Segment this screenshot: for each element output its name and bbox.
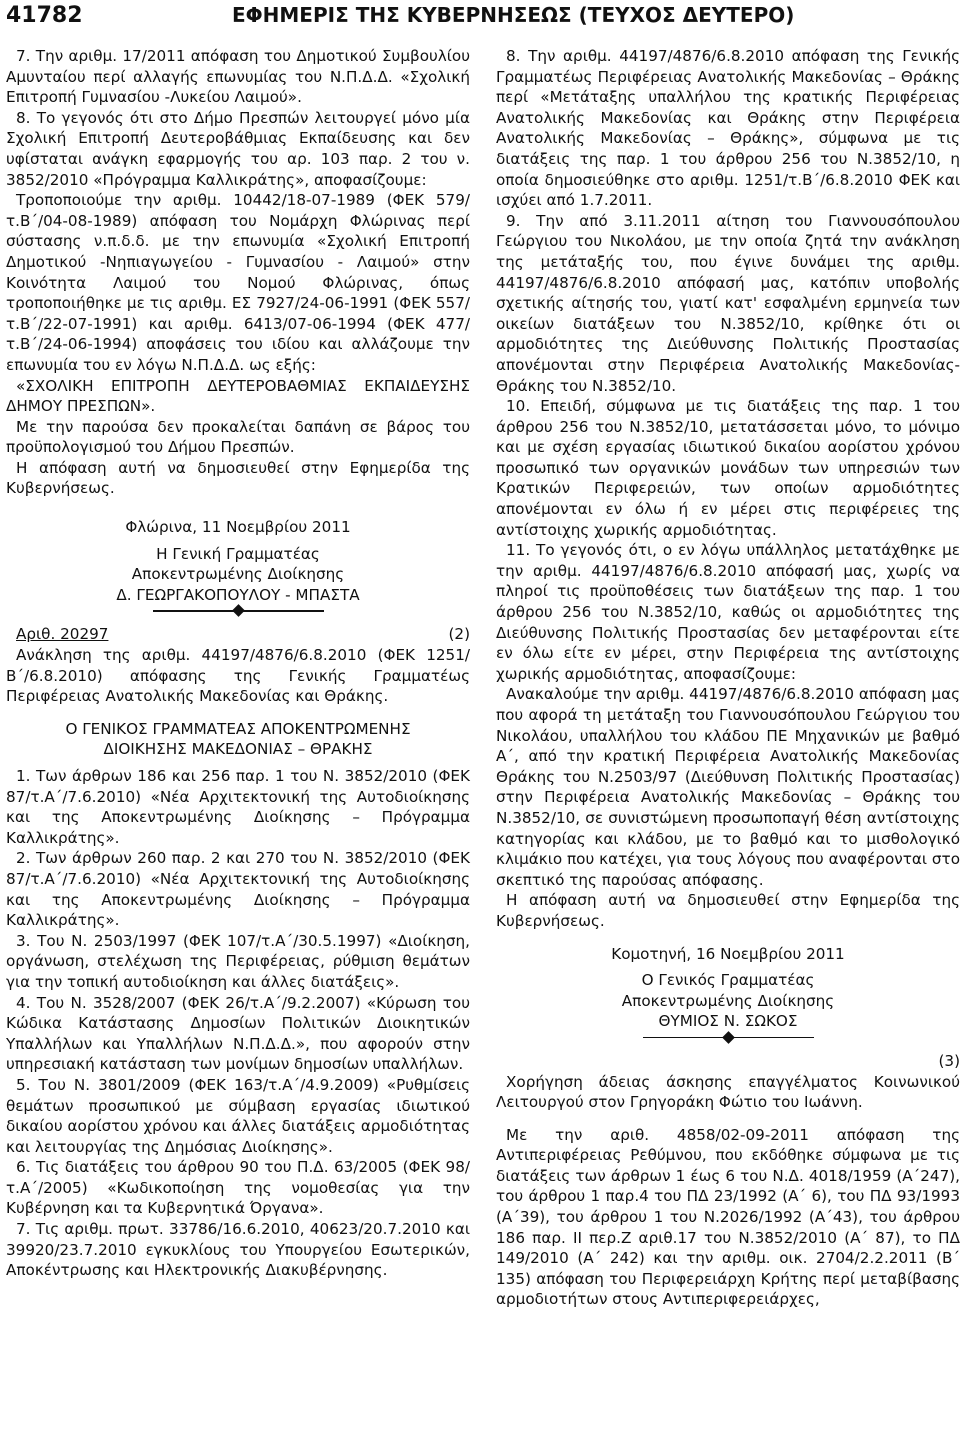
legal-basis-item: 7. Τις αριθμ. πρωτ. 33786/16.6.2010, 40623/20.7.2010 και 39920/23.7.2010 εγκυκλίους του Υπουργείου Εσωτερικών, Αποκέντρωσης και Ηλεκτρονικής Διακυβέρνησης.: [6, 1220, 470, 1280]
decision-subject: Ανάκληση της αριθμ. 44197/4876/6.8.2010 (ΦΕΚ 1251/Β΄/6.8.2010) απόφασης της Γενικής Γραμματέως Περιφέρειας Ανατολικής Μακεδονίας και Θράκης.: [6, 646, 470, 706]
signatory-title-2: Αποκεντρωμένης Διοίκησης: [621, 991, 835, 1010]
decision-body: Τροποποιούμε την αριθμ. 10442/18-07-1989 (ΦΕΚ 579/τ.Β΄/04-08-1989) απόφαση του Νομάρχη Φλώρινας περί σύστασης ν.π.δ.δ. με την επωνυμία «Σχολική Επιτροπή Δημοτικού -Νηπιαγωγείου - Γυμνασίου - Λαιμού» στην Κοινότητα Λαιμού του Νομού Φλώρινας, όπως τροποποιήθηκε με τις αριθμ. ΕΣ 7927/24-06-1991 (ΦΕΚ 557/τ.Β΄/22-07-1991) και αριθμ. 6413/07-06-1994 (ΦΕΚ 477/τ.Β΄/24-06-1994) αποφάσεις του ιδίου και αλλάζουμε την επωνυμία του εν λόγω Ν.Π.Δ.Δ. ως εξής:: [6, 191, 470, 374]
authority-heading-2: ΔΙΟΙΚΗΣΗΣ ΜΑΚΕΔΟΝΙΑΣ – ΘΡΑΚΗΣ: [103, 740, 373, 759]
page-header: [0, 0, 960, 34]
new-entity-name: «ΣΧΟΛΙΚΗ ΕΠΙΤΡΟΠΗ ΔΕΥΤΕΡΟΒΑΘΜΙΑΣ ΕΚΠΑΙΔΕΥΣΗΣ ΔΗΜΟΥ ΠΡΕΣΠΩΝ».: [6, 376, 470, 416]
decision-body: Ανακαλούμε την αριθμ. 44197/4876/6.8.2010 απόφαση μας που αφορά τη μετάταξη του Γιαννουσόπουλου Γεώργιου του Νικολάου, υπαλλήλου του κλάδου ΠΕ Μηχανικών με βαθμό Α΄, από την κρατική Περιφέρεια Ανατολικής Μακεδονίας Θράκης του Ν.2503/97 (Διεύθυνση Πολιτικής Προστασίας) στην Περιφέρεια Ανατολικής Μακεδονίας – Θράκης του Ν.3852/10, σε συνιστώμενη προσωποπαγή θέση αντίστοιχης κατηγορίας και κλάδου, με το βαθμό και το μισθολογικό κλιμάκιο που κατέχει, για τους λόγους που αναφέρονται στο σκεπτικό της παρούσας απόφασης.: [496, 685, 960, 889]
publish-statement: Η απόφαση αυτή να δημοσιευθεί στην Εφημερίδα της Κυβερνήσεως.: [6, 458, 470, 498]
decision-index: (3): [938, 1051, 960, 1070]
place-date: Φλώρινα, 11 Νοεμβρίου 2011: [125, 518, 351, 537]
legal-basis-item: 11. Το γεγονός ότι, ο εν λόγω υπάλληλος μετατάχθηκε με την αριθμ. 44197/4876/6.8.2010 απόφασή μας, χωρίς να πληροί τις προϋποθέσεις των διατάξεων της παρ. 1 του άρθρου 256 του Ν.3852/10, καθώς οι αρμοδιότητες της Διεύθυνσης Πολιτικής Προστασίας δεν μεταφέρονται είτε εν όλω είτε εν μέρει, στην Περιφέρεια της αντίστοιχης χωρικής αρμοδιότητας, αποφασίζουμε:: [496, 541, 960, 683]
legal-basis-item: 10. Επειδή, σύμφωνα με τις διατάξεις της παρ. 1 του άρθρου 256 του Ν.3852/10, μετατάσσεται μόνο, το μόνιμο και με σχέση εργασίας ιδιωτικού δικαίου αορίστου χρόνου προσωπικό των οργανικών μονάδων των υπηρεσιών των Κρατικών Περιφερειών, των οποίων αρμοδιότητες απονέμονται εν όλω ή εν μέρει στις περιφέρειες της αντίστοιχης χωρικής αρμοδιότητας.: [496, 397, 960, 539]
legal-basis-item: 3. Του Ν. 2503/1997 (ΦΕΚ 107/τ.Α΄/30.5.1997) «Διοίκηση, οργάνωση, στελέχωση της Περιφέρειας, ρύθμιση θεμάτων για την τοπική αυτοδιοίκηση και άλλες διατάξεις».: [6, 931, 470, 991]
section-divider: [6, 606, 470, 615]
decision-body: Με την αριθ. 4858/02-09-2011 απόφαση της Αντιπεριφέρειας Ρεθύμνου, που εκδόθηκε σύμφωνα με τις διατάξεις των άρθρων 1 έως 6 του Ν.Δ. 4018/1959 (Α΄247), του άρθρου 1 παρ.4 του ΠΔ 23/1992 (Α΄ 6), του ΠΔ 93/1993 (Α΄39), του άρθρου 1 του Ν.2026/1992 (Α΄43), του άρθρου 186 παρ. ΙΙ περ.Ζ αριθ.17 του Ν.3852/2010 (Α΄ 87), το ΠΔ 149/2010 (Α΄ 242) και την αριθμ. οικ. 2704/2.2.2011 (Β΄ 135) απόφαση του Περιφερειάρχη Κρήτης περί μεταβίβασης αρμοδιοτήτων στους Αντιπεριφερειάρχες,: [496, 1125, 960, 1309]
legal-basis-item: 8. Την αριθμ. 44197/4876/6.8.2010 απόφαση της Γενικής Γραμματέως Περιφέρειας Ανατολικής Μακεδονίας – Θράκης περί «Μετάταξης υπαλλήλου της κρατικής Περιφέρειας Ανατολικής Μακεδονίας και Θράκης στην Περιφέρεια Ανατολικής Μακεδονίας – Θράκης», σύμφωνα με τις διατάξεις της παρ. 1 του άρθρου 256 του Ν.3852/10, η οποία δημοσιεύθηκε στο αριθμ. 1251/τ.Β΄/6.8.2010 ΦΕΚ και ισχύει από 1.7.2011.: [496, 47, 960, 210]
gazette-title: ΕΦΗΜΕΡΙΣ ΤΗΣ ΚΥΒΕΡΝΗΣΕΩΣ (ΤΕΥΧΟΣ ΔΕΥΤΕΡΟ): [232, 3, 795, 27]
section-divider: [496, 1033, 960, 1042]
legal-basis-item: 6. Τις διατάξεις του άρθρου 90 του Π.Δ. 63/2005 (ΦΕΚ 98/τ.Α΄/2005) «Κωδικοποίηση της νομοθεσίας για την Κυβέρνηση και τα Κυβερνητικά Όργανα».: [6, 1158, 470, 1218]
left-column: [6, 46, 470, 1281]
right-column: [496, 46, 960, 1310]
place-date: Κομοτηνή, 16 Νοεμβρίου 2011: [611, 944, 845, 963]
signatory-name: Δ. ΓΕΩΡΓΑΚΟΠΟΥΛΟΥ - ΜΠΑΣΤΑ: [116, 585, 360, 604]
legal-basis-item: 4. Του Ν. 3528/2007 (ΦΕΚ 26/τ.Α΄/9.2.2007) «Κύρωση του Κώδικα Κατάστασης Δημοσίων Πολιτικών Διοικητικών Υπαλλήλων και Υπαλλήλων Ν.Π.Δ.Δ.», που αφορούν στην υπηρεσιακή κατάσταση των μονίμων δημοσίων υπαλλήλων.: [6, 993, 470, 1074]
decision-number: Αριθ. 20297: [16, 625, 109, 644]
cost-statement: Με την παρούσα δεν προκαλείται δαπάνη σε βάρος του προϋπολογισμού του Δήμου Πρεσπών.: [6, 417, 470, 457]
legal-basis-item: 2. Των άρθρων 260 παρ. 2 και 270 του Ν. 3852/2010 (ΦΕΚ 87/τ.Α΄/7.6.2010) «Νέα Αρχιτεκτονική της Αυτοδιοίκησης και της Αποκεντρωμένης Διοίκησης – Πρόγραμμα Καλλικράτης».: [6, 849, 470, 930]
signatory-title-2: Αποκεντρωμένης Διοίκησης: [131, 565, 345, 584]
legal-basis-item: 1. Των άρθρων 186 και 256 παρ. 1 του Ν. 3852/2010 (ΦΕΚ 87/τ.Α΄/7.6.2010) «Νέα Αρχιτεκτονική της Αυτοδιοίκησης και της Αποκεντρωμένης Διοίκησης – Πρόγραμμα Καλλικράτης».: [6, 767, 470, 847]
recital-8: 8. Το γεγονός ότι στο Δήμο Πρεσπών λειτουργεί μόνο μία Σχολική Επιτροπή Δευτεροβάθμιας Εκπαίδευσης και δεν υφίσταται ανάγκη εφαρμογής του αρ. 103 παρ. 2 του ν. 3852/2010 «Πρόγραμμα Καλλικράτης», αποφασίζουμε:: [6, 108, 470, 189]
decision-header: [496, 1051, 960, 1072]
signatory-name: ΘΥΜΙΟΣ Ν. ΣΩΚΟΣ: [658, 1012, 798, 1031]
decision-subject: Χορήγηση άδειας άσκησης επαγγέλματος Κοινωνικού Λειτουργού στον Γρηγοράκη Φώτιο του Ιωάννη.: [496, 1072, 960, 1112]
signatory-title: Η Γενική Γραμματέας: [156, 544, 320, 563]
recital-7: 7. Την αριθμ. 17/2011 απόφαση του Δημοτικού Συμβουλίου Αμυνταίου περί αλλαγής επωνυμίας του Ν.Π.Δ.Δ. «Σχολική Επιτροπή Γυμνασίου -Λυκείου Λαιμού».: [6, 47, 470, 107]
legal-basis-item: 9. Την από 3.11.2011 αίτηση του Γιαννουσόπουλου Γεώργιου του Νικολάου, με την οποία ζητά την ανάκληση της μετάταξής του, που έγινε δυνάμει της αριθμ. 44197/4876/6.8.2010 απόφασή μας, κατόπιν υποβολής σχετικής αίτησής του, γιατί κατ' εσφαλμένη ερμηνεία των οικείων διατάξεων του Ν.3852/10, κρίθηκε ότι οι αρμοδιότητες της Διεύθυνσης Πολιτικής Προστασίας απονέμονται στην Περιφέρεια Ανατολικής Μακεδονίας-Θράκης του Ν.3852/10.: [496, 211, 960, 395]
page-number: 41782: [6, 3, 83, 28]
publish-statement: Η απόφαση αυτή να δημοσιευθεί στην Εφημερίδα της Κυβερνήσεως.: [496, 891, 960, 930]
signatory-title: Ο Γενικός Γραμματέας: [641, 971, 815, 990]
decision-header: [6, 624, 470, 645]
legal-basis-item: 5. Του Ν. 3801/2009 (ΦΕΚ 163/τ.Α΄/4.9.2009) «Ρυθμίσεις θεμάτων προσωπικού με σύμβαση εργασίας ιδιωτικού δικαίου αορίστου χρόνου και άλλες διατάξεις αρμοδιότητας και λειτουργίας της Δημόσιας Διοίκησης».: [6, 1075, 470, 1156]
authority-heading: Ο ΓΕΝΙΚΟΣ ΓΡΑΜΜΑΤΕΑΣ ΑΠΟΚΕΝΤΡΩΜΕΝΗΣ: [65, 719, 411, 738]
decision-index: (2): [448, 625, 470, 644]
